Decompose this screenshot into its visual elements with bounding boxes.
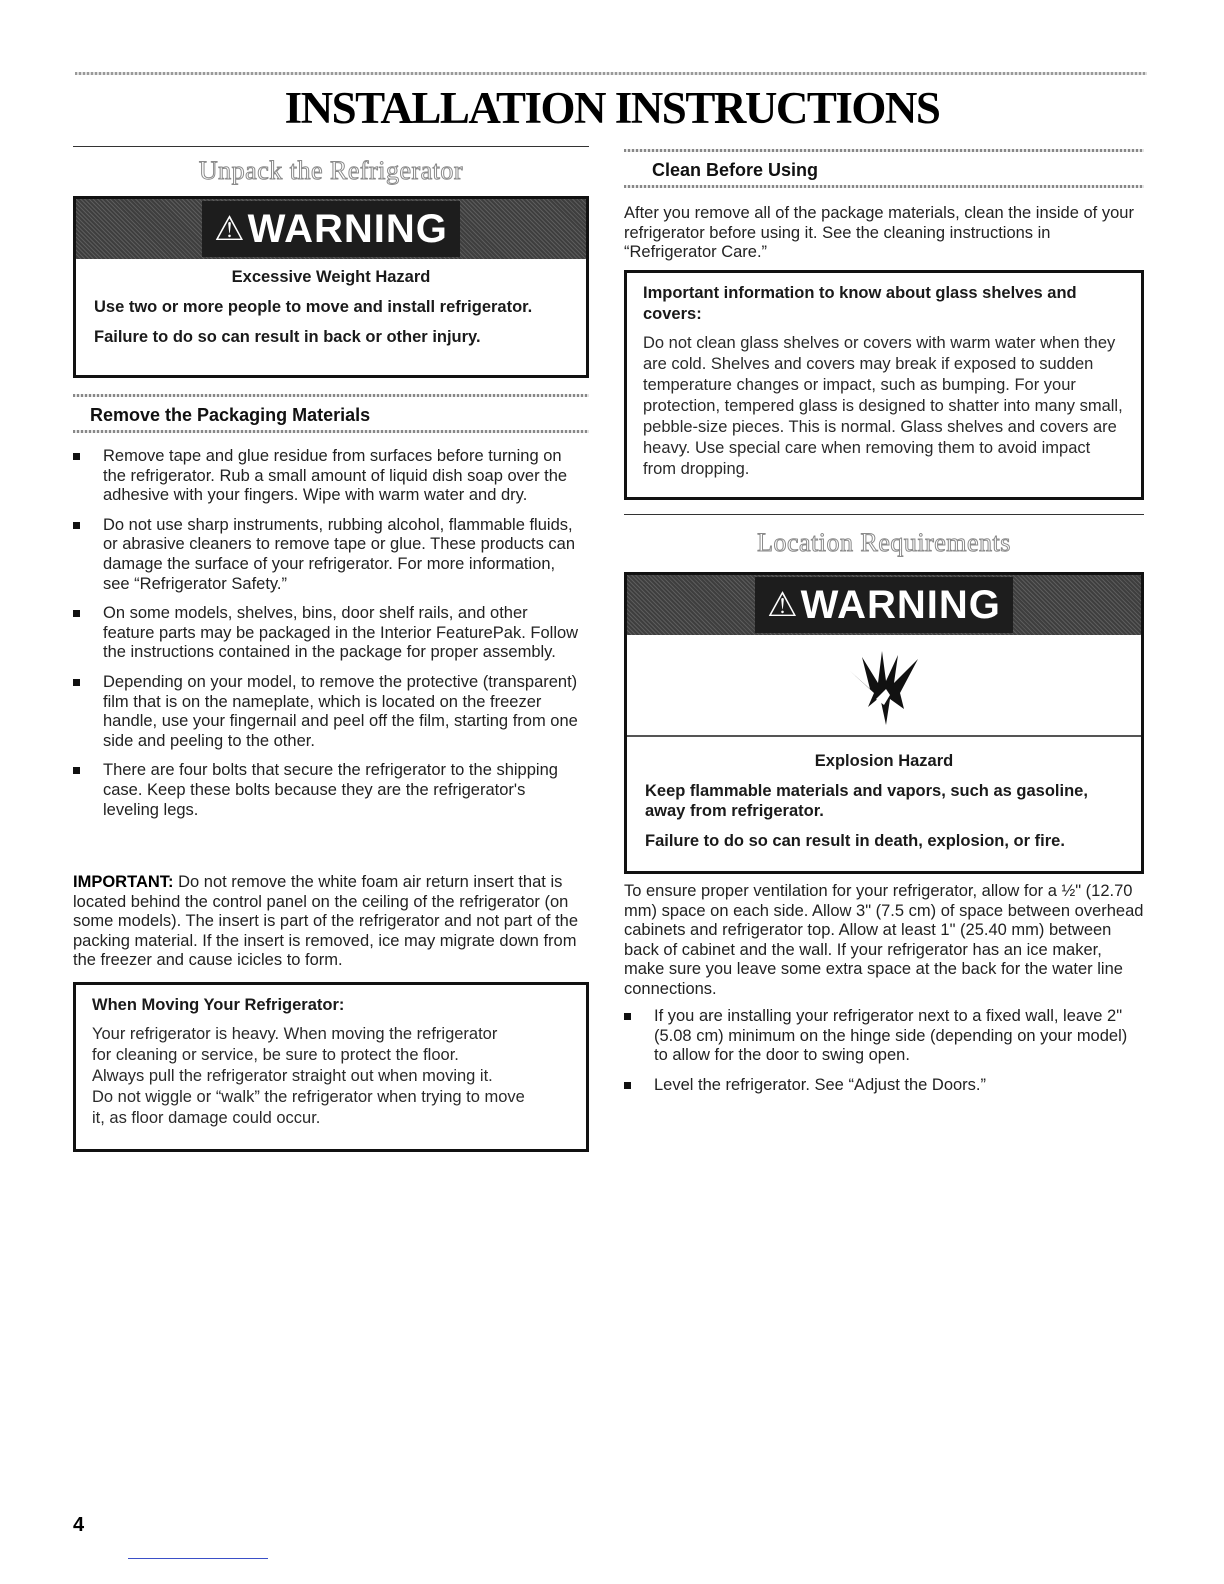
list-item: If you are installing your refrigerator next to a fixed wall, leave 2" (5.08 cm) minimum on the hinge side (depending on your model) to allow for the door to swing open.: [624, 1007, 1142, 1066]
dotted-rule: [624, 149, 1144, 152]
list-item: Depending on your model, to remove the protective (transparent) film that is on the nameplate, which is located on the freezer handle, use your fingernail and peel off the film, starting from one side and peeling to the other.: [73, 673, 583, 751]
explosion-symbol: [627, 635, 1141, 737]
section-title-unpack: Unpack the Refrigerator: [198, 156, 464, 185]
warning-consequence: Failure to do so can result in back or other injury.: [94, 328, 481, 346]
moving-line: Always pull the refrigerator straight out when moving it.: [92, 1067, 493, 1085]
dotted-rule: [73, 430, 589, 433]
moving-heading: When Moving Your Refrigerator:: [92, 996, 345, 1014]
section-rule: [73, 146, 589, 147]
packaging-heading: Remove the Packaging Materials: [90, 405, 371, 425]
important-note: [73, 873, 589, 971]
moving-line: it, as floor damage could occur.: [92, 1109, 321, 1127]
location-text: To ensure proper ventilation for your refrigerator, allow for a ½" (12.70 mm) space on each side. Allow 3" (7.5 cm) of space between overhead cabinets and refrigerator top. Allow at least 1" (25.40 mm) between back of cabinet and the wall. If your refrigerator has an ice maker, make sure you leave some extra space at the back for the water line connections.: [624, 882, 1144, 998]
page-number: 4: [73, 1514, 85, 1536]
list-item: Level the refrigerator. See “Adjust the Doors.”: [624, 1076, 1142, 1096]
clean-heading: Clean Before Using: [652, 160, 819, 180]
section-rule: [624, 514, 1144, 515]
list-item: Do not use sharp instruments, rubbing alcohol, flammable fluids, or abrasive cleaners to remove tape or glue. These products can damage the surface of your refrigerator. For more information, see “Refrigerator Safety.”: [73, 516, 583, 594]
section-title-location: Location Requirements: [757, 528, 1011, 557]
hazard-title: Explosion Hazard: [814, 752, 954, 770]
warning-banner-label: WARNING: [800, 582, 1001, 627]
clean-text: After you remove all of the package materials, clean the inside of your refrigerator before using it. See the cleaning instructions in “Refrigerator Care.”: [624, 204, 1134, 262]
dotted-rule: [624, 185, 1144, 188]
moving-line: Do not wiggle or “walk” the refrigerator when trying to move: [92, 1088, 525, 1106]
page-title: INSTALLATION INSTRUCTIONS: [284, 83, 940, 133]
hazard-title: Excessive Weight Hazard: [231, 268, 431, 286]
weight-warning-box: [73, 196, 589, 378]
packaging-list: [73, 447, 583, 830]
moving-info-box: [73, 982, 589, 1152]
dotted-rule: [73, 394, 589, 397]
explosion-warning-box: [624, 572, 1144, 874]
warning-triangle-icon: ⚠: [767, 586, 799, 624]
glass-text: Do not clean glass shelves or covers with warm water when they are cold. Shelves and covers may break if exposed to sudden temperature changes or impact, such as bumping. For your protection, tempered glass is designed to shatter into many small, pebble-size pieces. This is normal. Glass shelves and covers are heavy. Use special care when removing them to avoid impact from dropping.: [643, 334, 1123, 478]
warning-consequence: Failure to do so can result in death, explosion, or fire.: [645, 832, 1065, 850]
warning-triangle-icon: ⚠: [214, 210, 246, 248]
warning-banner: [627, 575, 1141, 635]
moving-line: Your refrigerator is heavy. When moving the refrigerator: [92, 1025, 498, 1043]
footer-line: [128, 1558, 268, 1559]
list-item: On some models, shelves, bins, door shelf rails, and other feature parts may be packaged in the Interior FeaturePak. Follow the instructions contained in the package for proper assembly.: [73, 604, 583, 663]
explosion-icon: [846, 649, 922, 727]
top-dotted-rule: [75, 72, 1147, 75]
warning-banner-label: WARNING: [247, 206, 448, 251]
list-item: Remove tape and glue residue from surfaces before turning on the refrigerator. Rub a small amount of liquid dish soap over the adhesive with your fingers. Wipe with warm water and dry.: [73, 447, 583, 506]
glass-info-box: [624, 270, 1144, 500]
important-text: Do not remove the white foam air return insert that is located behind the control panel on the ceiling of the refrigerator (on some models). The insert is part of the refrigerator and not part of the packing material. If the insert is removed, ice may migrate down from the freezer and cause icicles to form.: [73, 873, 579, 970]
glass-heading: Important information to know about glass shelves and covers:: [643, 284, 1077, 323]
list-item: There are four bolts that secure the refrigerator to the shipping case. Keep these bolts because they are the refrigerator's leveling legs.: [73, 761, 583, 820]
location-list: [624, 1007, 1142, 1105]
moving-line: for cleaning or service, be sure to protect the floor.: [92, 1046, 459, 1064]
important-label: IMPORTANT:: [73, 873, 174, 891]
warning-banner: [76, 199, 586, 259]
warning-instruction: Use two or more people to move and install refrigerator.: [94, 298, 533, 316]
warning-instruction: Keep flammable materials and vapors, such as gasoline, away from refrigerator.: [645, 782, 1088, 820]
